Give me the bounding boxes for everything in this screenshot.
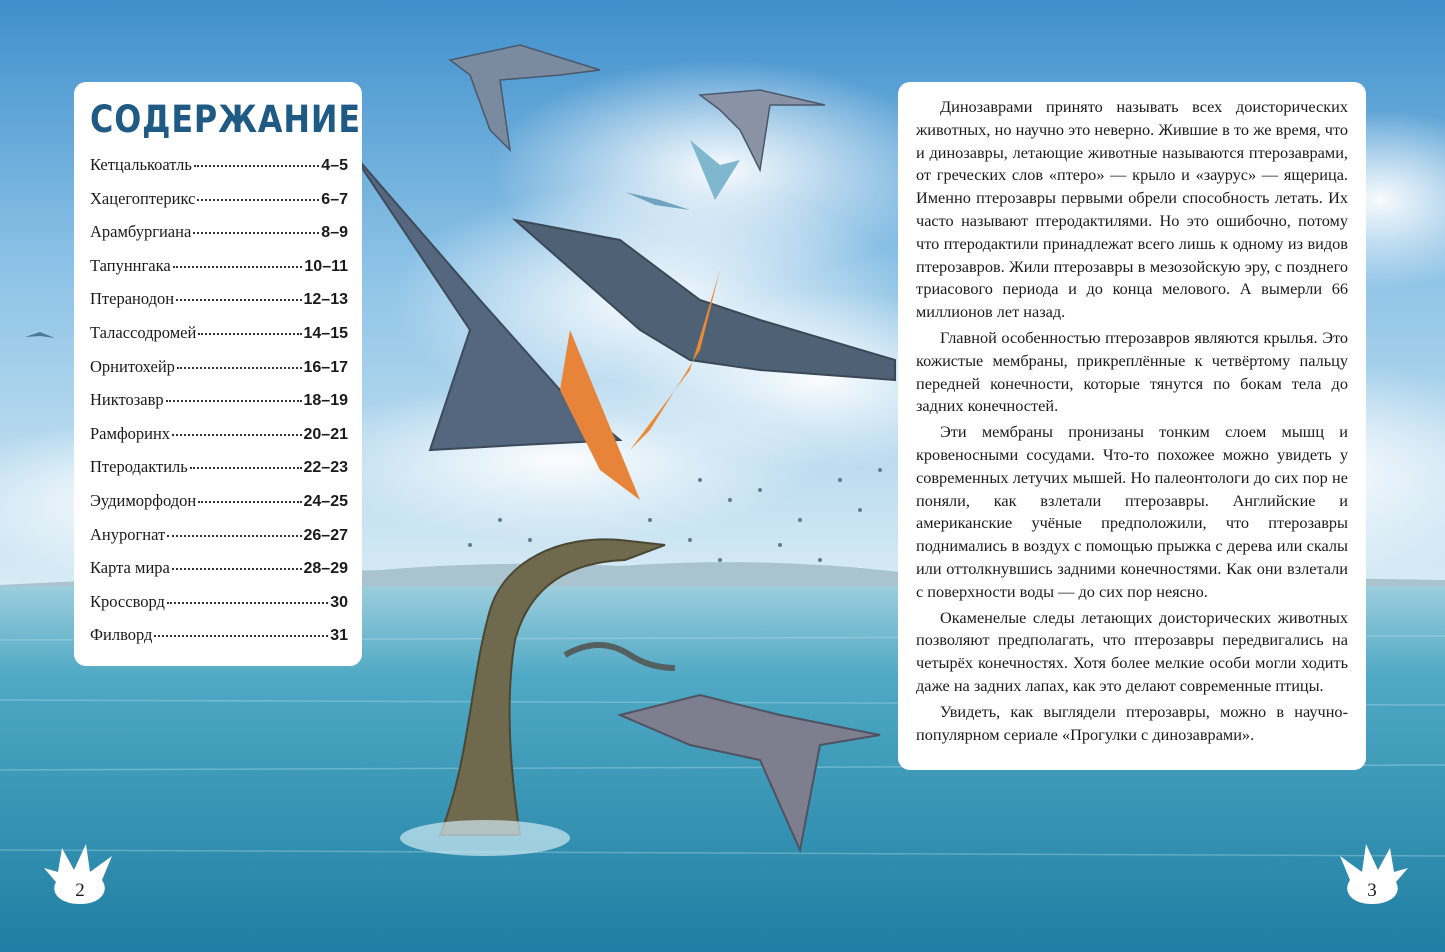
toc-item <box>90 189 348 223</box>
toc-item-pages: 18–19 <box>303 392 348 410</box>
page-number-left <box>40 838 120 908</box>
article-paragraph: Увидеть, как выглядели птерозавры, можно в научно-популярном сериале «Прогулки с динозаврами». <box>916 701 1348 744</box>
toc-item-pages: 4–5 <box>321 157 348 174</box>
toc-item <box>90 155 348 189</box>
toc-leader-dots <box>167 602 328 604</box>
toc-item <box>90 491 348 525</box>
toc-list <box>90 155 348 659</box>
toc-item-pages: 8–9 <box>321 224 348 242</box>
toc-item-pages: 6–7 <box>321 190 348 208</box>
toc-leader-dots <box>173 266 303 268</box>
toc-item <box>90 289 348 323</box>
article-paragraph: Динозаврами принято называть всех доисторических животных, но научно это неверно. Жившие в то же время, что и динозавры, летающие животные называются птерозаврами, от греческих слов «птеро» — крыло и «заурус» — ящерица. Именно птерозавры первыми обрели способность летать. Их часто называют птеродактилями. Но это ошибочно, потому что птеродактили принадлежат всего лишь к одному из видов птерозавров. Жили птерозавры в мезозойскую эру, с позднего триасового периода и до конца мелового. А вымерли 66 миллионов лет назад. <box>916 97 1348 322</box>
toc-item <box>90 323 348 357</box>
article-paragraph: Главной особенностью птерозавров являются крылья. Это кожистые мембраны, прикреплённые к четвёртому пальцу передней конечности, которые тянутся по бокам тела до задних конечностей. <box>916 327 1348 416</box>
toc-item-pages: 10–11 <box>304 257 348 275</box>
toc-item-name: Анурогнат <box>90 524 166 544</box>
toc-item-name: Орнитохейр <box>90 356 175 376</box>
toc-item <box>90 390 348 424</box>
toc-item-pages: 26–27 <box>303 526 348 544</box>
toc-item <box>90 525 348 559</box>
page-number: 3 <box>1367 880 1377 901</box>
toc-item-name: Филворд <box>90 625 153 645</box>
table-of-contents <box>74 82 362 666</box>
toc-item-name: Рамфоринх <box>90 423 171 443</box>
toc-leader-dots <box>166 400 302 402</box>
toc-leader-dots <box>198 333 301 335</box>
toc-item-pages: 16–17 <box>303 358 348 376</box>
toc-leader-dots <box>172 434 301 436</box>
toc-item-name: Талассодромей <box>90 322 197 342</box>
toc-item <box>90 625 348 659</box>
toc-title: СОДЕРЖАНИЕ <box>90 98 361 141</box>
toc-item <box>90 558 348 592</box>
toc-item <box>90 592 348 626</box>
toc-item <box>90 357 348 391</box>
toc-leader-dots <box>194 165 319 167</box>
toc-leader-dots <box>190 467 302 469</box>
toc-item-pages: 31 <box>330 627 348 645</box>
toc-item-name: Птеранодон <box>90 289 175 309</box>
toc-leader-dots <box>197 199 319 201</box>
toc-item-pages: 30 <box>330 593 348 611</box>
page-number-right <box>1332 838 1412 908</box>
toc-item-pages: 28–29 <box>303 560 348 578</box>
toc-item-name: Хацегоптерикс <box>90 188 196 208</box>
article-paragraph: Окаменелые следы летающих доисторических животных позволяют предполагать, что птерозавры передвигались на четырёх конечностях. Хотя более мелкие особи могли ходить даже на задних лапах, как это делают современные птицы. <box>916 607 1348 695</box>
toc-leader-dots <box>172 568 302 570</box>
toc-item-pages: 14–15 <box>303 324 348 342</box>
toc-leader-dots <box>193 232 319 234</box>
toc-item-name: Карта мира <box>90 558 170 578</box>
toc-item <box>90 457 348 491</box>
toc-item-name: Эудиморфодон <box>90 490 197 510</box>
toc-leader-dots <box>177 367 302 369</box>
toc-item-name: Кроссворд <box>90 591 165 611</box>
toc-item <box>90 256 348 290</box>
toc-item-name: Тапуннгака <box>90 255 171 275</box>
toc-item-pages: 20–21 <box>303 425 348 443</box>
toc-item <box>90 222 348 256</box>
toc-leader-dots <box>176 299 301 301</box>
toc-item-name: Птеродактиль <box>90 457 188 477</box>
article-text-panel <box>898 82 1366 770</box>
toc-item-name: Кетцалькоатль <box>90 155 192 174</box>
page-number: 2 <box>75 880 85 901</box>
article-paragraph: Эти мембраны пронизаны тонким слоем мышц и кровеносными сосудами. Что-то похожее можно увидеть у современных летучих мышей. Но палеонтологи до сих пор не поняли, как взлетали птерозавры. Английские и американские учёные предположили, что птерозавры поднимались в воздух с помощью прыжка с дерева или скалы или оттолкнувшись задними конечностями. Как они взлетали с поверхности воды — до сих пор неясно. <box>916 422 1348 601</box>
toc-item-pages: 24–25 <box>303 492 348 510</box>
toc-item-pages: 12–13 <box>303 291 348 309</box>
toc-item <box>90 424 348 458</box>
toc-item-name: Никтозавр <box>90 390 164 410</box>
toc-leader-dots <box>154 635 328 637</box>
toc-leader-dots <box>198 501 301 503</box>
toc-item-name: Арамбургиана <box>90 222 192 242</box>
toc-leader-dots <box>167 535 301 537</box>
toc-item-pages: 22–23 <box>303 459 348 477</box>
